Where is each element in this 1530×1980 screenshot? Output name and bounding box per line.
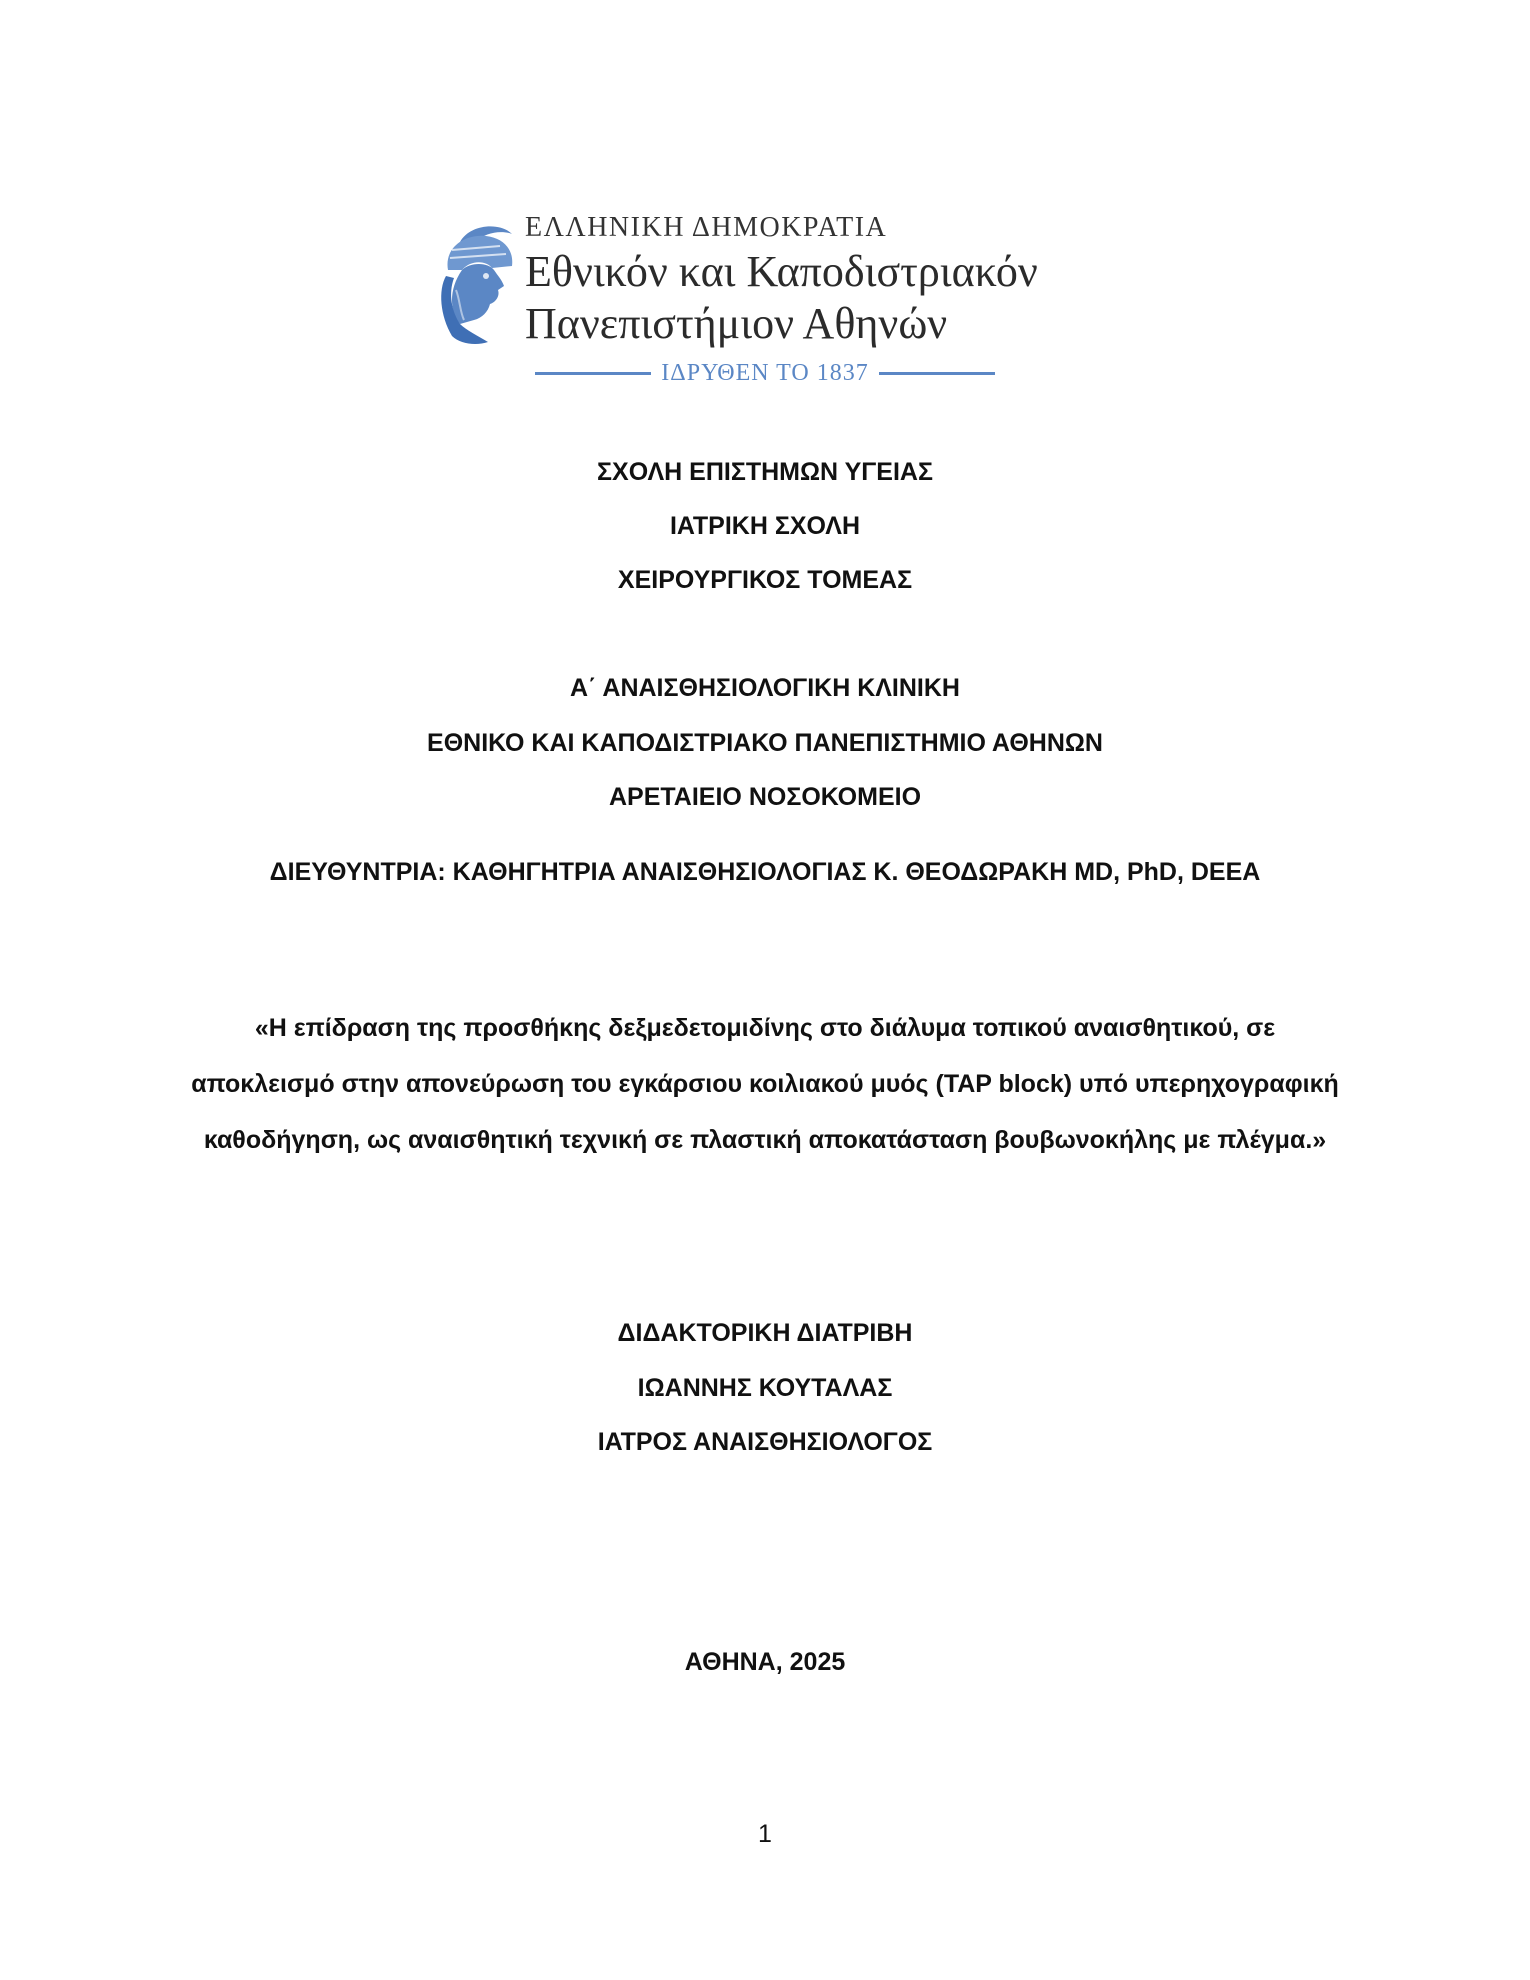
logo-divider-right <box>879 372 995 375</box>
clinic-hospital: ΑΡΕΤΑΙΕΙΟ ΝΟΣΟΚΟΜΕΙΟ <box>608 783 922 811</box>
logo-text <box>525 210 1110 350</box>
author-title: ΙΑΤΡΟΣ ΑΝΑΙΣΘΗΣΙΟΛΟΓΟΣ <box>597 1428 933 1456</box>
athena-emblem-icon <box>430 220 525 350</box>
clinic-director: ΔΙΕΥΘΥΝΤΡΙΑ: ΚΑΘΗΓΗΤΡΙΑ ΑΝΑΙΣΘΗΣΙΟΛΟΓΙΑΣ Κ. ΘΕΟΔΩΡΑΚΗ MD, PhD, DEEA <box>269 858 1261 886</box>
thesis-author: ΙΩΑΝΝΗΣ ΚΟΥΤΑΛΑΣ <box>637 1374 893 1402</box>
school-name: ΣΧΟΛΗ ΕΠΙΣΤΗΜΩΝ ΥΓΕΙΑΣ <box>597 458 933 486</box>
logo-republic-label: ΕΛΛΗΝΙΚΗ ΔΗΜΟΚΡΑΤΙΑ <box>525 212 888 243</box>
page-number: 1 <box>758 1820 772 1848</box>
thesis-type: ΔΙΔΑΚΤΟΡΙΚΗ ΔΙΑΤΡΙΒΗ <box>617 1319 913 1347</box>
place-date: ΑΘΗΝΑ, 2025 <box>684 1648 846 1676</box>
logo-divider-left <box>535 372 651 375</box>
clinic-name: Α΄ ΑΝΑΙΣΘΗΣΙΟΛΟΓΙΚΗ ΚΛΙΝΙΚΗ <box>570 674 960 702</box>
logo-university-line1: Εθνικόν και Καποδιστριακόν <box>525 247 1038 296</box>
logo-university-line2: Πανεπιστήμιον Αθηνών <box>525 299 948 348</box>
clinic-university: ΕΘΝΙΚΟ ΚΑΙ ΚΑΠΟΔΙΣΤΡΙΑΚΟ ΠΑΝΕΠΙΣΤΗΜΙΟ ΑΘΗΝΩΝ <box>427 729 1103 757</box>
faculty-name: ΙΑΤΡΙΚΗ ΣΧΟΛΗ <box>669 512 861 540</box>
thesis-title: «Η επίδραση της προσθήκης δεξμεδετομιδίνης στο διάλυμα τοπικού αναισθητικού, σε αποκλεισμό στην απονεύρωση του εγκάρσιου κοιλιακού μυός (TAP block) υπό υπερηχογραφική καθοδήγηση, ως αναισθητική τεχνική σε πλαστική αποκατάσταση βουβωνοκήλης με πλέγμα.» <box>191 1014 1339 1154</box>
logo-founded-row <box>535 358 995 388</box>
sector-name: ΧΕΙΡΟΥΡΓΙΚΟΣ ΤΟΜΕΑΣ <box>617 566 913 594</box>
logo-founded-label: ΙΔΡΥΘΕΝ ΤΟ 1837 <box>661 359 869 386</box>
